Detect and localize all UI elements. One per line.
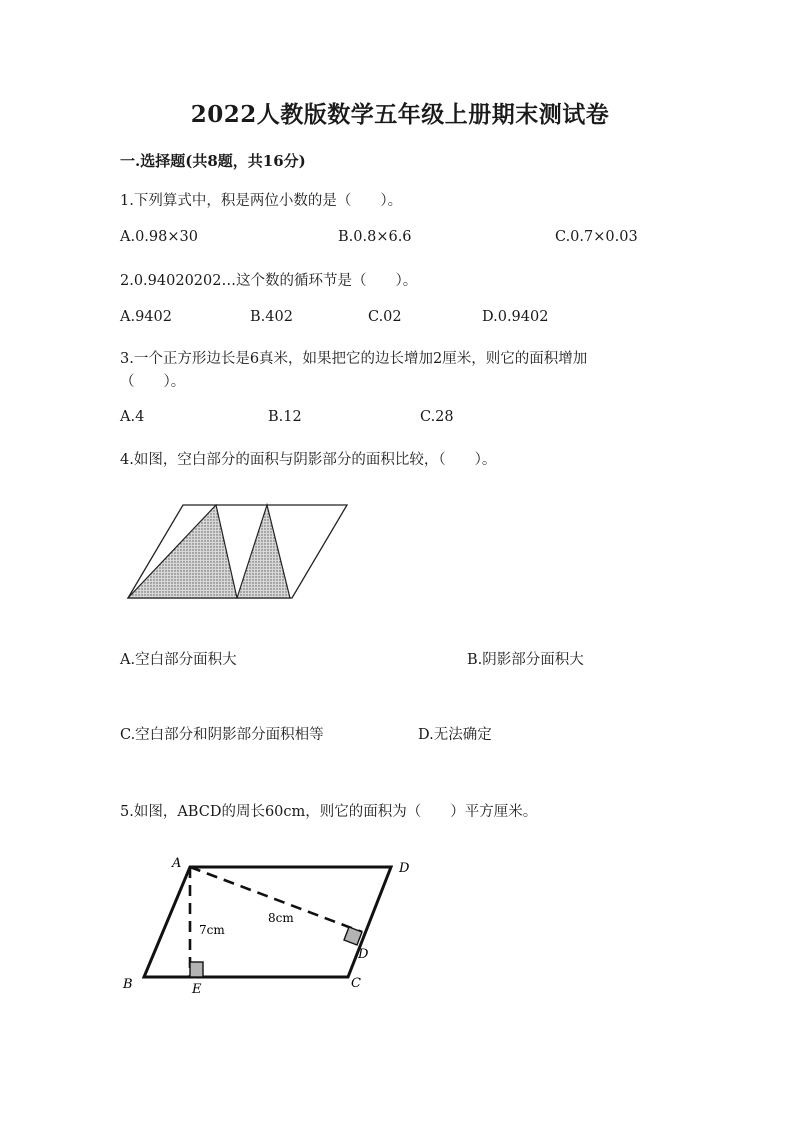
right-angle-e bbox=[190, 962, 203, 977]
question-1-option-c: C.0.7×0.03 bbox=[555, 229, 638, 245]
question-4-option-b: B.阴影部分面积大 bbox=[467, 652, 584, 668]
question-1-text: 1.下列算式中，积是两位小数的是（ ）。 bbox=[120, 193, 403, 209]
question-2-option-a: A.9402 bbox=[120, 309, 172, 325]
label-c: C bbox=[351, 976, 361, 991]
question-5-figure bbox=[115, 850, 425, 1000]
question-3-text-line1: 3.一个正方形边长是6真米，如果把它的边长增加2厘米，则它的面积增加 bbox=[120, 351, 588, 367]
label-height-7cm: 7cm bbox=[199, 923, 225, 937]
question-4-option-d: D.无法确定 bbox=[418, 727, 492, 743]
question-3-option-b: B.12 bbox=[268, 409, 302, 425]
question-5-text: 5.如图，ABCD的周长60cm，则它的面积为（ ）平方厘米。 bbox=[120, 804, 538, 820]
question-4-text: 4.如图，空白部分的面积与阴影部分的面积比较，（ ）。 bbox=[120, 452, 497, 468]
label-b: B bbox=[123, 977, 133, 992]
section-heading: 一.选择题(共8题，共16分) bbox=[120, 152, 306, 170]
question-2-option-d: D.0.9402 bbox=[482, 309, 549, 325]
question-3-text-line2: （ ）。 bbox=[120, 374, 186, 390]
question-4-option-c: C.空白部分和阴影部分面积相等 bbox=[120, 727, 324, 743]
question-4-option-a: A.空白部分面积大 bbox=[120, 652, 237, 668]
question-3-option-c: C.28 bbox=[420, 409, 454, 425]
label-height-8cm: 8cm bbox=[268, 911, 294, 925]
question-3-option-a: A.4 bbox=[120, 409, 145, 425]
label-e: E bbox=[192, 982, 202, 997]
question-4-figure bbox=[120, 498, 360, 608]
question-2-option-b: B.402 bbox=[250, 309, 293, 325]
label-d-foot: D bbox=[358, 947, 369, 962]
question-2-text: 2.0.94020202…这个数的循环节是（ ）。 bbox=[120, 273, 418, 289]
question-2-option-c: C.02 bbox=[368, 309, 402, 325]
question-1-option-a: A.0.98×30 bbox=[120, 229, 198, 245]
question-1-option-b: B.0.8×6.6 bbox=[338, 229, 412, 245]
label-a: A bbox=[172, 856, 182, 871]
page-title: 2022人教版数学五年级上册期末测试卷 bbox=[190, 101, 610, 128]
label-d-top: D bbox=[399, 861, 410, 876]
